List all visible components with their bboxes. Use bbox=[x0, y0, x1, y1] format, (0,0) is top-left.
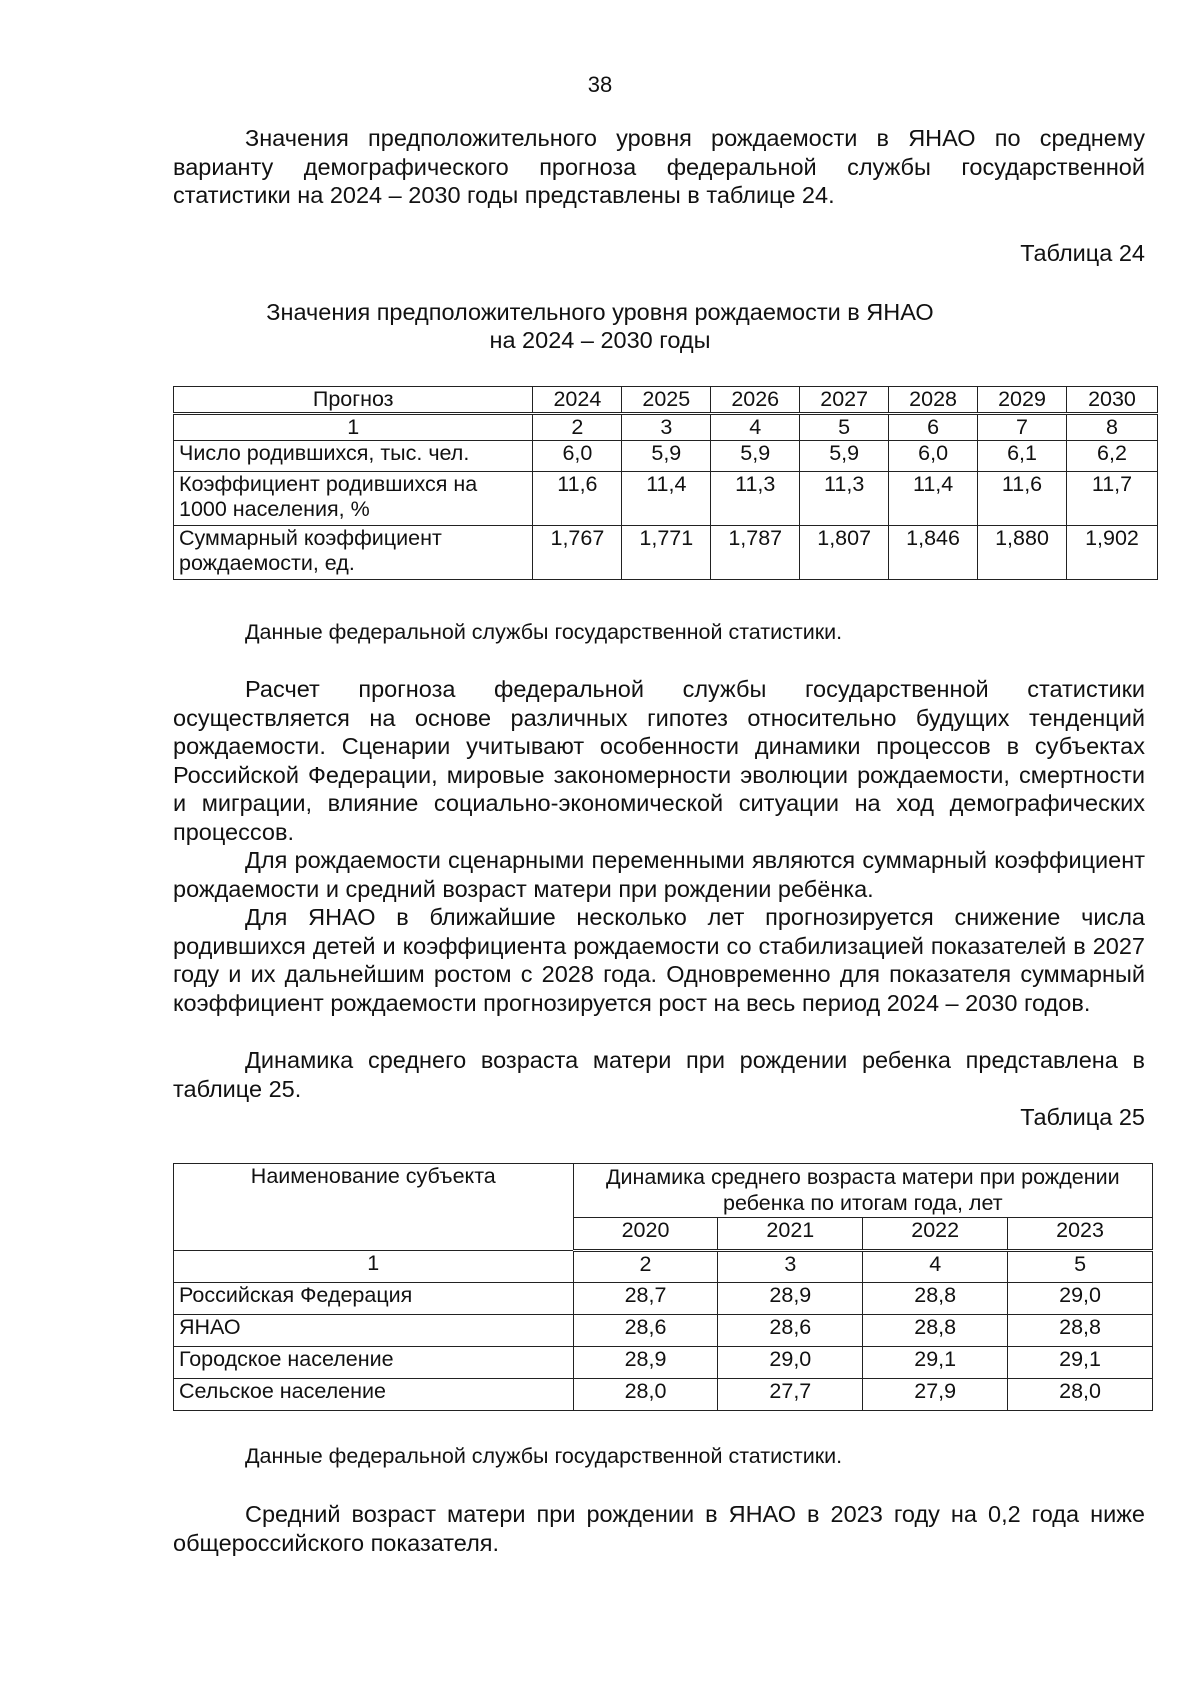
table24-number-cell: 2 bbox=[533, 414, 622, 441]
table25-cell: 29,1 bbox=[863, 1347, 1008, 1379]
table24-header-cell: 2024 bbox=[533, 387, 622, 414]
table25-number-cell: 4 bbox=[863, 1251, 1008, 1283]
table24-cell: 6,0 bbox=[889, 441, 978, 472]
table24-title-line1: Значения предположительного уровня рождаемости в ЯНАО bbox=[266, 299, 934, 325]
table24-header-cell: 2027 bbox=[800, 387, 889, 414]
table25-cell: 28,9 bbox=[573, 1347, 718, 1379]
table24-numbering-row bbox=[174, 414, 1158, 441]
table25-year-cell: 2023 bbox=[1008, 1218, 1153, 1251]
table24-number-cell: 7 bbox=[978, 414, 1067, 441]
table25-cell: 27,9 bbox=[863, 1379, 1008, 1411]
table25-cell: 29,1 bbox=[1008, 1347, 1153, 1379]
body-paragraph: Динамика среднего возраста матери при рождении ребенка представлена в таблице 25. bbox=[173, 1047, 1145, 1102]
table24-cell: 11,6 bbox=[533, 472, 622, 526]
table24-cell: 1,807 bbox=[800, 526, 889, 580]
table25-row-label: Российская Федерация bbox=[174, 1283, 574, 1315]
table25-row bbox=[174, 1347, 1153, 1379]
table24-number-cell: 3 bbox=[622, 414, 711, 441]
table25-row-label: Городское население bbox=[174, 1347, 574, 1379]
table25-number-cell: 3 bbox=[718, 1251, 863, 1283]
table25-year-cell: 2021 bbox=[718, 1218, 863, 1251]
table24-cell: 1,767 bbox=[533, 526, 622, 580]
table25-cell: 29,0 bbox=[718, 1347, 863, 1379]
table24-cell: 11,4 bbox=[889, 472, 978, 526]
table24-row-label: Суммарный коэффициент рождаемости, ед. bbox=[174, 526, 533, 580]
table25-subject-header: Наименование субъекта bbox=[174, 1164, 574, 1251]
table25-year-cell: 2020 bbox=[573, 1218, 718, 1251]
table25-number-cell: 5 bbox=[1008, 1251, 1153, 1283]
table25-cell: 28,8 bbox=[863, 1315, 1008, 1347]
final-paragraph: Средний возраст матери при рождении в ЯНАО в 2023 году на 0,2 года ниже общероссийского показателя. bbox=[173, 1501, 1145, 1556]
table25-source: Данные федеральной службы государственной статистики. bbox=[245, 1444, 843, 1468]
body-paragraph: Расчет прогноза федеральной службы государственной статистики осуществляется на основе различных гипотез относительно будущих тенденций рождаемости. Сценарии учитывают особенности динамики процессов в субъектах Российской Федерации, мировые закономерности эволюции рождаемости, смертности и миграции, влияние социально-экономической ситуации на ход демографических процессов. bbox=[173, 676, 1145, 845]
table25-cell: 28,0 bbox=[573, 1379, 718, 1411]
body-paragraph: Для рождаемости сценарными переменными являются суммарный коэффициент рождаемости и средний возраст матери при рождении ребёнка. bbox=[173, 847, 1145, 902]
table24-cell: 5,9 bbox=[622, 441, 711, 472]
table25-cell: 28,0 bbox=[1008, 1379, 1153, 1411]
table25-cell: 28,6 bbox=[573, 1315, 718, 1347]
table24-header-cell: Прогноз bbox=[174, 387, 533, 414]
table24-cell: 11,3 bbox=[800, 472, 889, 526]
table25 bbox=[173, 1163, 1153, 1411]
table24-header-cell: 2029 bbox=[978, 387, 1067, 414]
table25-numbering-row bbox=[174, 1251, 1153, 1283]
table25-row-label: ЯНАО bbox=[174, 1315, 574, 1347]
table24 bbox=[173, 386, 1158, 580]
table24-row bbox=[174, 472, 1158, 526]
table25-year-cell: 2022 bbox=[863, 1218, 1008, 1251]
table25-number-cell: 1 bbox=[174, 1251, 574, 1283]
table24-number-cell: 4 bbox=[711, 414, 800, 441]
table24-cell: 6,1 bbox=[978, 441, 1067, 472]
table24-cell: 11,3 bbox=[711, 472, 800, 526]
table24-row bbox=[174, 526, 1158, 580]
table25-row bbox=[174, 1315, 1153, 1347]
table24-title-line2: на 2024 – 2030 годы bbox=[489, 327, 711, 353]
table25-row-label: Сельское население bbox=[174, 1379, 574, 1411]
table25-label: Таблица 25 bbox=[1020, 1104, 1145, 1130]
table25-cell: 28,9 bbox=[718, 1283, 863, 1315]
table24-cell: 1,880 bbox=[978, 526, 1067, 580]
table24-number-cell: 8 bbox=[1066, 414, 1157, 441]
table24-cell: 11,4 bbox=[622, 472, 711, 526]
table24-cell: 6,0 bbox=[533, 441, 622, 472]
table24-header-cell: 2026 bbox=[711, 387, 800, 414]
table24-source: Данные федеральной службы государственной статистики. bbox=[245, 620, 843, 644]
table24-header-row bbox=[174, 387, 1158, 414]
table25-group-header: Динамика среднего возраста матери при рождении ребенка по итогам года, лет bbox=[573, 1164, 1152, 1218]
table24-header-cell: 2030 bbox=[1066, 387, 1157, 414]
table25-cell: 27,7 bbox=[718, 1379, 863, 1411]
table25-number-cell: 2 bbox=[573, 1251, 718, 1283]
table24-header-cell: 2028 bbox=[889, 387, 978, 414]
table24-cell: 5,9 bbox=[800, 441, 889, 472]
table25-cell: 28,7 bbox=[573, 1283, 718, 1315]
table24-label: Таблица 24 bbox=[1020, 240, 1145, 266]
table24-cell: 1,771 bbox=[622, 526, 711, 580]
table24-cell: 11,7 bbox=[1066, 472, 1157, 526]
table24-number-cell: 6 bbox=[889, 414, 978, 441]
table24-row bbox=[174, 441, 1158, 472]
table24-number-cell: 1 bbox=[174, 414, 533, 441]
table25-cell: 28,8 bbox=[863, 1283, 1008, 1315]
table24-cell: 1,846 bbox=[889, 526, 978, 580]
table24-number-cell: 5 bbox=[800, 414, 889, 441]
table24-cell: 5,9 bbox=[711, 441, 800, 472]
table24-row-label: Число родившихся, тыс. чел. bbox=[174, 441, 533, 472]
table25-cell: 28,8 bbox=[1008, 1315, 1153, 1347]
page-number: 38 bbox=[587, 72, 613, 97]
body-paragraph: Для ЯНАО в ближайшие несколько лет прогнозируется снижение числа родившихся детей и коэффициента рождаемости со стабилизацией показателей в 2027 году и их дальнейшим ростом с 2028 года. Одновременно для показателя суммарный коэффициент рождаемости прогнозируется рост на весь период 2024 – 2030 годов. bbox=[173, 904, 1145, 1016]
table25-row bbox=[174, 1283, 1153, 1315]
table24-cell: 1,902 bbox=[1066, 526, 1157, 580]
table25-header-row bbox=[174, 1164, 1153, 1218]
table25-cell: 29,0 bbox=[1008, 1283, 1153, 1315]
table24-cell: 1,787 bbox=[711, 526, 800, 580]
table25-cell: 28,6 bbox=[718, 1315, 863, 1347]
intro-paragraph: Значения предположительного уровня рождаемости в ЯНАО по среднему варианту демографического прогноза федеральной службы государственной статистики на 2024 – 2030 годы представлены в таблице 24. bbox=[173, 125, 1145, 208]
table24-row-label: Коэффициент родившихся на 1000 населения, % bbox=[174, 472, 533, 526]
table24-cell: 6,2 bbox=[1066, 441, 1157, 472]
table24-header-cell: 2025 bbox=[622, 387, 711, 414]
table24-title bbox=[0, 298, 1200, 354]
table25-row bbox=[174, 1379, 1153, 1411]
table24-cell: 11,6 bbox=[978, 472, 1067, 526]
